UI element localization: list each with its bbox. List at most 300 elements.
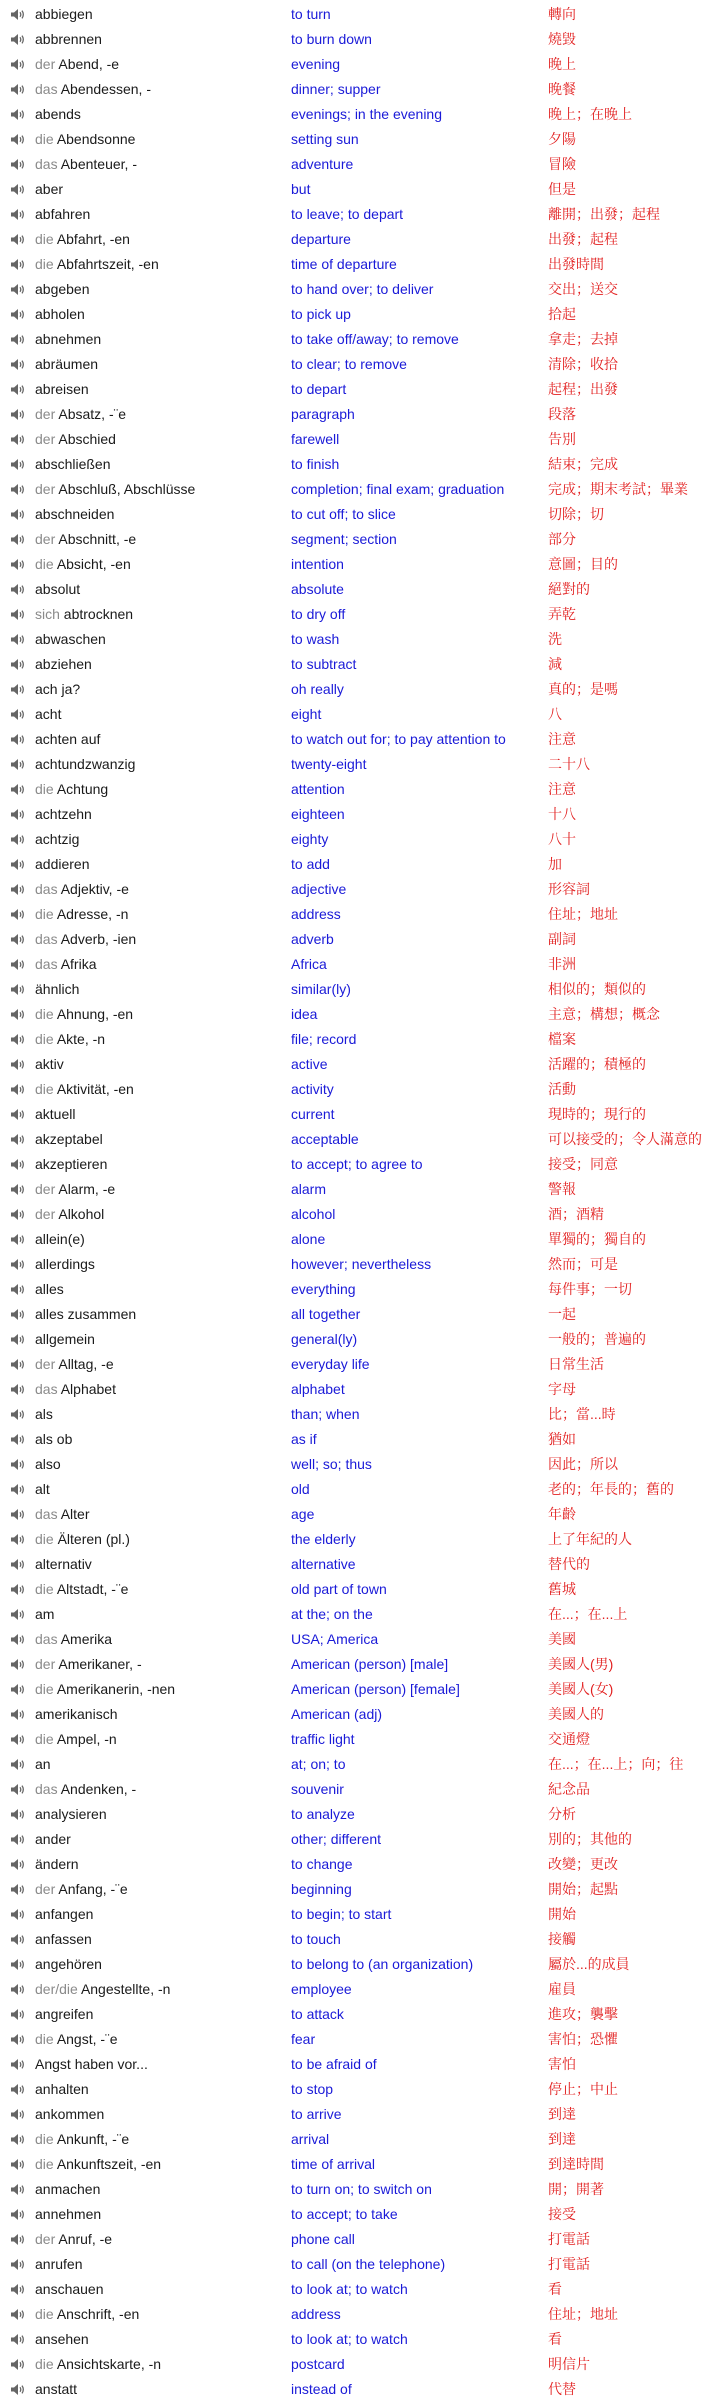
german-term [35,2,93,27]
german-word: Ahnung, -en [56,1006,134,1022]
speaker-icon[interactable] [10,433,26,446]
english-translation: American (adj) [291,1706,383,1722]
english-translation: attention [291,781,345,797]
speaker-icon[interactable] [10,833,26,846]
german-word: ander [35,1831,71,1847]
vocab-row [0,727,720,752]
speaker-icon[interactable] [10,2008,26,2021]
english-translation: alarm [291,1181,327,1197]
german-term [35,852,90,877]
german-term [35,1827,71,1852]
english-translation: to begin; to start [291,1906,392,1922]
speaker-icon[interactable] [10,1583,26,1596]
german-word: akzeptieren [35,1156,108,1172]
speaker-icon[interactable] [10,1333,26,1346]
chinese-translation: 晚上 [548,56,576,72]
german-term [35,2152,161,2177]
german-word: Amerikanerin, -nen [56,1681,176,1697]
speaker-icon[interactable] [10,2183,26,2196]
chinese-translation: 八十 [548,831,576,847]
speaker-icon[interactable] [10,458,26,471]
german-term [35,302,85,327]
chinese-translation: 打電話 [548,2256,590,2272]
speaker-icon[interactable] [10,1258,26,1271]
german-term [35,702,61,727]
german-term [35,1177,115,1202]
chinese-translation: 然而；可是 [548,1256,618,1272]
chinese-translation: 現時的；現行的 [548,1106,646,1122]
english-translation: current [291,1106,335,1122]
speaker-icon[interactable] [10,1183,26,1196]
speaker-icon[interactable] [10,533,26,546]
german-article: der [35,2231,56,2247]
chinese-translation: 拾起 [548,306,576,322]
speaker-icon[interactable] [10,133,26,146]
speaker-icon[interactable] [10,1833,26,1846]
vocab-row [0,27,720,52]
speaker-icon[interactable] [10,2258,26,2271]
german-term [35,1302,136,1327]
german-article: die [35,1531,54,1547]
speaker-icon[interactable] [10,883,26,896]
english-translation: adjective [291,881,347,897]
chinese-translation: 加 [548,856,562,872]
speaker-icon[interactable] [10,233,26,246]
german-term [35,2227,112,2252]
speaker-icon[interactable] [10,2383,26,2396]
speaker-icon[interactable] [10,1783,26,1796]
german-article: das [35,881,58,897]
speaker-icon[interactable] [10,2133,26,2146]
speaker-icon[interactable] [10,83,26,96]
vocab-row [0,2202,720,2227]
vocab-row [0,1802,720,1827]
vocab-row [0,427,720,452]
speaker-icon[interactable] [10,958,26,971]
chinese-translation: 代替 [548,2381,576,2397]
english-translation: alcohol [291,1206,336,1222]
speaker-icon[interactable] [10,108,26,121]
german-word: abfahren [35,206,91,222]
chinese-translation: 每件事；一切 [548,1281,632,1297]
english-translation: time of departure [291,256,397,272]
german-term [35,1352,114,1377]
speaker-icon[interactable] [10,1608,26,1621]
chinese-translation: 晚上；在晚上 [548,106,632,122]
speaker-icon[interactable] [10,1858,26,1871]
german-term [35,1452,61,1477]
speaker-icon[interactable] [10,683,26,696]
german-term [35,102,81,127]
german-term [35,2252,82,2277]
german-term [35,1327,95,1352]
chinese-translation: 清除；收拾 [548,356,618,372]
chinese-translation: 可以接受的；令人滿意的 [548,1131,702,1147]
german-article: der [35,1206,56,1222]
english-translation: all together [291,1306,361,1322]
speaker-icon[interactable] [10,283,26,296]
german-term [35,2352,161,2377]
speaker-icon[interactable] [10,2033,26,2046]
speaker-icon[interactable] [10,383,26,396]
chinese-translation: 洗 [548,631,562,647]
german-term [35,277,90,302]
speaker-icon[interactable] [10,633,26,646]
chinese-translation: 雇員 [548,1981,576,1997]
german-term [35,727,100,752]
german-word: allerdings [35,1256,95,1272]
speaker-icon[interactable] [10,1308,26,1321]
vocab-row [0,1052,720,1077]
english-translation: to watch out for; to pay attention to [291,731,506,747]
german-term [35,1852,79,1877]
german-article: das [35,1781,58,1797]
speaker-icon[interactable] [10,1908,26,1921]
german-term [35,2327,89,2352]
speaker-icon[interactable] [10,1758,26,1771]
speaker-icon[interactable] [10,733,26,746]
german-term [35,1402,53,1427]
vocab-row [0,2252,720,2277]
german-article: das [35,1631,58,1647]
chinese-translation: 交出；送交 [548,281,618,297]
speaker-icon[interactable] [10,1933,26,1946]
speaker-icon[interactable] [10,808,26,821]
german-term [35,2202,101,2227]
vocab-row [0,1552,720,1577]
german-article: die [35,1581,54,1597]
german-article: die [35,1006,54,1022]
german-term [35,2077,89,2102]
german-word: abschließen [35,456,111,472]
german-term [35,1652,142,1677]
speaker-icon[interactable] [10,1433,26,1446]
english-translation: to add [291,856,330,872]
english-translation: to attack [291,2006,344,2022]
speaker-icon[interactable] [10,1383,26,1396]
english-translation: alone [291,1231,326,1247]
speaker-icon[interactable] [10,333,26,346]
speaker-icon[interactable] [10,1283,26,1296]
german-article: das [35,931,58,947]
english-translation: the elderly [291,1531,356,1547]
german-term [35,27,102,52]
chinese-translation: 二十八 [548,756,590,772]
speaker-icon[interactable] [10,1058,26,1071]
english-translation: old part of town [291,1581,387,1597]
chinese-translation: 停止；中止 [548,2081,618,2097]
english-translation: as if [291,1431,317,1447]
english-translation: everything [291,1281,356,1297]
english-translation: time of arrival [291,2156,376,2172]
speaker-icon[interactable] [10,483,26,496]
german-article: der [35,431,56,447]
chinese-translation: 主意；構想；概念 [548,1006,660,1022]
german-word: Abendessen, - [60,81,151,97]
chinese-translation: 段落 [548,406,576,422]
german-term [35,1202,104,1227]
speaker-icon[interactable] [10,1208,26,1221]
english-translation: to burn down [291,31,372,47]
speaker-icon[interactable] [10,758,26,771]
german-word: an [35,1756,51,1772]
german-word: Angestellte, -n [80,1981,171,1997]
german-term [35,1502,90,1527]
german-word: aktiv [35,1056,64,1072]
german-term [35,1427,72,1452]
speaker-icon[interactable] [10,858,26,871]
speaker-icon[interactable] [10,2208,26,2221]
vocab-row [0,852,720,877]
english-translation: eight [291,706,322,722]
german-word: alt [35,1481,50,1497]
german-word: ändern [35,1856,79,1872]
speaker-icon[interactable] [10,1883,26,1896]
german-article: die [35,256,54,272]
german-word: Absicht, -en [56,556,131,572]
german-word: ach ja? [35,681,81,697]
german-article: das [35,81,58,97]
speaker-icon[interactable] [10,1958,26,1971]
speaker-icon[interactable] [10,658,26,671]
speaker-icon[interactable] [10,1658,26,1671]
german-word: Akte, -n [56,1031,106,1047]
english-translation: to depart [291,381,347,397]
chinese-translation: 接受 [548,2206,576,2222]
german-article: die [35,1081,54,1097]
speaker-icon[interactable] [10,1458,26,1471]
speaker-icon[interactable] [10,1358,26,1371]
english-translation: at the; on the [291,1606,373,1622]
english-translation: USA; America [291,1631,379,1647]
vocab-row [0,2227,720,2252]
english-translation: traffic light [291,1731,355,1747]
speaker-icon[interactable] [10,208,26,221]
speaker-icon[interactable] [10,408,26,421]
german-word: Abfahrtszeit, -en [56,256,159,272]
german-term [35,1877,128,1902]
speaker-icon[interactable] [10,1683,26,1696]
german-word: aktuell [35,1106,76,1122]
vocab-row [0,252,720,277]
german-term [35,77,151,102]
speaker-icon[interactable] [10,1508,26,1521]
english-translation: idea [291,1006,318,1022]
german-article: der [35,481,56,497]
chinese-translation: 十八 [548,806,576,822]
speaker-icon[interactable] [10,2358,26,2371]
chinese-translation: 相似的；類似的 [548,981,646,997]
speaker-icon[interactable] [10,258,26,271]
chinese-translation: 美國人(男) [548,1656,614,1672]
german-article: die [35,556,54,572]
english-translation: to analyze [291,1806,355,1822]
speaker-icon[interactable] [10,2058,26,2071]
german-article: sich [35,606,60,622]
vocab-row [0,1702,720,1727]
speaker-icon[interactable] [10,1533,26,1546]
english-translation: evening [291,56,341,72]
speaker-icon[interactable] [10,1233,26,1246]
vocab-row [0,1902,720,1927]
german-word: abholen [35,306,85,322]
german-term [35,52,119,77]
german-word: Adverb, -ien [60,931,137,947]
german-term [35,1152,107,1177]
german-term [35,2002,93,2027]
chinese-translation: 看 [548,2281,562,2297]
chinese-translation: 接受；同意 [548,1156,618,1172]
chinese-translation: 警報 [548,1181,576,1197]
english-translation: to change [291,1856,353,1872]
chinese-translation: 美國人(女) [548,1681,614,1697]
chinese-translation: 弄乾 [548,606,576,622]
german-term [35,1627,112,1652]
english-translation: to turn on; to switch on [291,2181,432,2197]
speaker-icon[interactable] [10,2108,26,2121]
german-article: der [35,1181,56,1197]
vocab-row [0,127,720,152]
german-article: die [35,2306,54,2322]
speaker-icon[interactable] [10,1108,26,1121]
vocab-row [0,2177,720,2202]
speaker-icon[interactable] [10,508,26,521]
speaker-icon[interactable] [10,1133,26,1146]
speaker-icon[interactable] [10,1033,26,1046]
speaker-icon[interactable] [10,308,26,321]
speaker-icon[interactable] [10,1158,26,1171]
english-translation: employee [291,1981,352,1997]
german-word: ankommen [35,2106,105,2122]
german-word: Alarm, -e [58,1181,116,1197]
speaker-icon[interactable] [10,933,26,946]
vocab-row [0,577,720,602]
speaker-icon[interactable] [10,8,26,21]
speaker-icon[interactable] [10,2083,26,2096]
chinese-translation: 非洲 [548,956,576,972]
chinese-translation: 絕對的 [548,581,590,597]
english-translation: to turn [291,6,331,22]
english-translation: to look at; to watch [291,2331,408,2347]
vocab-row [0,1952,720,1977]
speaker-icon[interactable] [10,2308,26,2321]
chinese-translation: 比；當...時 [548,1406,616,1422]
german-term [35,1002,133,1027]
speaker-icon[interactable] [10,1633,26,1646]
speaker-icon[interactable] [10,983,26,996]
english-translation: to wash [291,631,340,647]
vocab-row [0,2277,720,2302]
speaker-icon[interactable] [10,2333,26,2346]
vocab-row [0,2002,720,2027]
german-article: der/die [35,1981,78,1997]
chinese-translation: 開；開著 [548,2181,604,2197]
german-term [35,602,133,627]
speaker-icon[interactable] [10,583,26,596]
german-word: abziehen [35,656,92,672]
vocab-row [0,2127,720,2152]
vocab-row [0,1402,720,1427]
english-translation: adverb [291,931,334,947]
speaker-icon[interactable] [10,1733,26,1746]
speaker-icon[interactable] [10,1008,26,1021]
chinese-translation: 上了年紀的人 [548,1531,632,1547]
speaker-icon[interactable] [10,58,26,71]
vocab-row [0,802,720,827]
speaker-icon[interactable] [10,1083,26,1096]
german-word: Alkohol [58,1206,105,1222]
vocab-row [0,1827,720,1852]
speaker-icon[interactable] [10,1708,26,1721]
german-term [35,152,137,177]
german-word: am [35,1606,55,1622]
vocab-row [0,702,720,727]
german-term [35,2052,148,2077]
chinese-translation: 舊城 [548,1581,576,1597]
german-word: achtundzwanzig [35,756,136,772]
vocab-row [0,1027,720,1052]
speaker-icon[interactable] [10,2233,26,2246]
german-term [35,1602,54,1627]
speaker-icon[interactable] [10,1408,26,1421]
speaker-icon[interactable] [10,158,26,171]
english-translation: however; nevertheless [291,1256,432,1272]
vocab-row [0,1977,720,2002]
chinese-translation: 紀念品 [548,1781,590,1797]
german-word: anhalten [35,2081,89,2097]
german-term [35,1752,51,1777]
speaker-icon[interactable] [10,558,26,571]
german-word: Abenteuer, - [60,156,137,172]
english-translation: to cut off; to slice [291,506,396,522]
german-word: Anschrift, -en [56,2306,140,2322]
speaker-icon[interactable] [10,1983,26,1996]
german-term [35,127,135,152]
german-word: Altstadt, -¨e [56,1581,129,1597]
chinese-translation: 日常生活 [548,1356,604,1372]
speaker-icon[interactable] [10,2158,26,2171]
speaker-icon[interactable] [10,908,26,921]
speaker-icon[interactable] [10,183,26,196]
german-word: Afrika [60,956,97,972]
german-term [35,2377,77,2402]
speaker-icon[interactable] [10,358,26,371]
vocab-row [0,527,720,552]
vocab-row [0,1452,720,1477]
speaker-icon[interactable] [10,33,26,46]
chinese-translation: 開始 [548,1906,576,1922]
german-term [35,827,79,852]
speaker-icon[interactable] [10,708,26,721]
chinese-translation: 晚餐 [548,81,576,97]
speaker-icon[interactable] [10,1558,26,1571]
speaker-icon[interactable] [10,783,26,796]
english-translation: farewell [291,431,340,447]
chinese-translation: 替代的 [548,1556,590,1572]
english-translation: setting sun [291,131,359,147]
chinese-translation: 注意 [548,731,576,747]
german-word: allein(e) [35,1231,85,1247]
chinese-translation: 一般的；普遍的 [548,1331,646,1347]
vocab-row [0,677,720,702]
speaker-icon[interactable] [10,608,26,621]
speaker-icon[interactable] [10,2283,26,2296]
german-term [35,902,128,927]
english-translation: to belong to (an organization) [291,1956,474,1972]
speaker-icon[interactable] [10,1808,26,1821]
speaker-icon[interactable] [10,1483,26,1496]
german-term [35,1477,50,1502]
